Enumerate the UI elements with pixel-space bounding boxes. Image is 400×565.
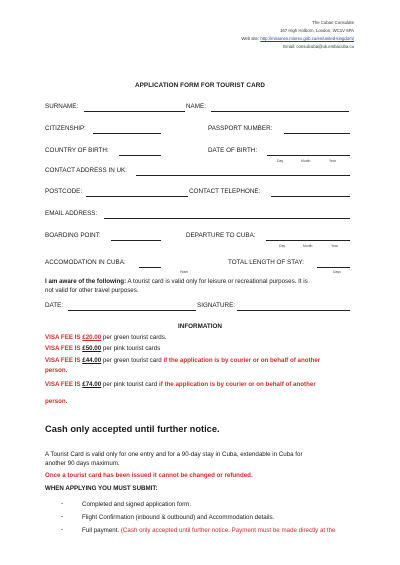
contact-address-label: CONTACT ADDRESS IN UK: [45, 167, 127, 174]
fee-desc: per green tourist cards. [101, 334, 167, 341]
submit-item: Flight Confirmation (inbound & outbound) and Accommodation details. [82, 514, 275, 521]
fee-line-1 [45, 333, 167, 342]
fee-line-4-cont: person. [45, 398, 68, 405]
boarding-point-field[interactable] [111, 240, 161, 241]
fee-amount: £50.00 [82, 345, 102, 352]
date-field[interactable] [68, 310, 196, 311]
days-hint: Days [333, 270, 341, 274]
submit-item-note: (Cash only accepted until further notice. Payment must be made directly at the [120, 527, 336, 534]
name-label: NAME: [186, 103, 206, 110]
postcode-label: POSTCODE: [45, 188, 83, 195]
date-label: DATE: [45, 302, 64, 309]
consulate-email: Email: consulcuba@uk.embacuba.cu [283, 44, 354, 49]
consulate-name: The Cuban Consulate [312, 20, 354, 25]
form-title: APPLICATION FORM FOR TOURIST CARD [134, 82, 266, 89]
no-change-notice: Once a tourist card has been issued it cannot be changed or refunded. [45, 472, 253, 479]
country-of-birth-field[interactable] [119, 155, 161, 156]
surname-field[interactable] [84, 111, 185, 112]
submit-item [82, 526, 335, 535]
fee-prefix: VISA FEE IS [45, 334, 83, 341]
information-heading: INFORMATION [178, 323, 222, 330]
accommodation-field[interactable] [139, 267, 161, 268]
citizenship-field[interactable] [93, 133, 161, 134]
accommodation-label: ACCOMODATION IN CUBA: [45, 259, 126, 266]
surname-label: SURNAME: [45, 103, 79, 110]
fee-line-3-cont: person. [45, 367, 68, 374]
fee-extra: if the application is by courier or on behalf of another [163, 357, 321, 364]
fee-desc: per green tourist card [101, 357, 164, 364]
signature-label: SIGNATURE: [197, 302, 236, 309]
fee-line-3 [45, 356, 320, 365]
fee-desc: per pink tourist card [101, 381, 159, 388]
dob-month-hint: Month [301, 159, 311, 163]
fee-prefix: VISA FEE IS [45, 357, 83, 364]
length-of-stay-field[interactable] [317, 267, 350, 268]
name-field[interactable] [211, 111, 349, 112]
fee-extra: if the application is by courier or on behalf of another [158, 381, 316, 388]
website-link[interactable]: http://misiones.minrex.gob.cu/en/united-kingdom/ [260, 36, 354, 41]
validity-line-2: another 90 days maximum. [45, 460, 120, 467]
fee-desc: per pink tourist cards [101, 345, 161, 352]
fee-prefix: VISA FEE IS [45, 381, 83, 388]
citizenship-label: CITIZENSHIP: [45, 125, 86, 132]
submit-item: Completed and signed application form. [82, 501, 192, 508]
consulate-address: 167 High Holborn, London, WC1V 6PA [280, 28, 354, 33]
submit-heading: WHEN APPLYING YOU MUST SUBMIT: [45, 485, 158, 492]
date-of-birth-field[interactable] [267, 155, 350, 156]
date-of-birth-label: DATE OF BIRTH: [208, 147, 258, 154]
fee-amount: £74.00 [82, 381, 102, 388]
fee-amount: £44.00 [82, 357, 102, 364]
cash-notice: Cash only accepted until further notice. [45, 424, 220, 434]
aware-paragraph-line1 [45, 277, 308, 286]
aware-heading: I am aware of the following: [45, 278, 127, 285]
contact-telephone-label: CONTACT TELEPHONE: [189, 188, 261, 195]
fee-line-2 [45, 344, 160, 353]
passport-number-field[interactable] [284, 133, 350, 134]
dob-day-hint: Day [277, 159, 284, 163]
contact-telephone-field[interactable] [271, 196, 350, 197]
bullet-dash: - [61, 526, 64, 533]
bullet-dash: - [61, 513, 64, 520]
consulate-website [241, 36, 354, 41]
contact-address-field[interactable] [136, 175, 350, 176]
website-label: Web site: [241, 36, 260, 41]
bullet-dash: - [61, 500, 64, 507]
submit-item-text: Full payment. [82, 527, 121, 534]
fee-prefix: VISA FEE IS [45, 345, 83, 352]
email-address-field[interactable] [104, 218, 350, 219]
hotel-hint: Hotel [180, 270, 188, 274]
fee-line-4 [45, 380, 316, 389]
passport-number-label: PASSPORT NUMBER: [208, 125, 273, 132]
signature-field[interactable] [237, 310, 350, 311]
departure-day-hint: Day [279, 244, 286, 248]
departure-year-hint: Year [331, 244, 338, 248]
fee-amount: £20.00 [82, 334, 102, 341]
aware-text-2: not valid for other travel purposes. [45, 287, 139, 294]
departure-field[interactable] [266, 240, 350, 241]
aware-text-1: A tourist card is valid only for leisure or recreational purposes. It is [126, 278, 308, 285]
departure-label: DEPARTURE TO CUBA: [186, 232, 256, 239]
email-address-label: EMAIL ADDRESS: [45, 210, 98, 217]
boarding-point-label: BOARDING POINT: [45, 232, 101, 239]
country-of-birth-label: COUNTRY OF BIRTH: [45, 147, 109, 154]
length-of-stay-label: TOTAL LENGTH OF STAY: [228, 259, 304, 266]
validity-line-1: A Tourist Card is valid only for one entry and for a 90-day stay in Cuba, extendable in Cuba for [45, 451, 303, 458]
postcode-field[interactable] [86, 196, 188, 197]
dob-year-hint: Year [329, 159, 336, 163]
departure-month-hint: Month [303, 244, 313, 248]
